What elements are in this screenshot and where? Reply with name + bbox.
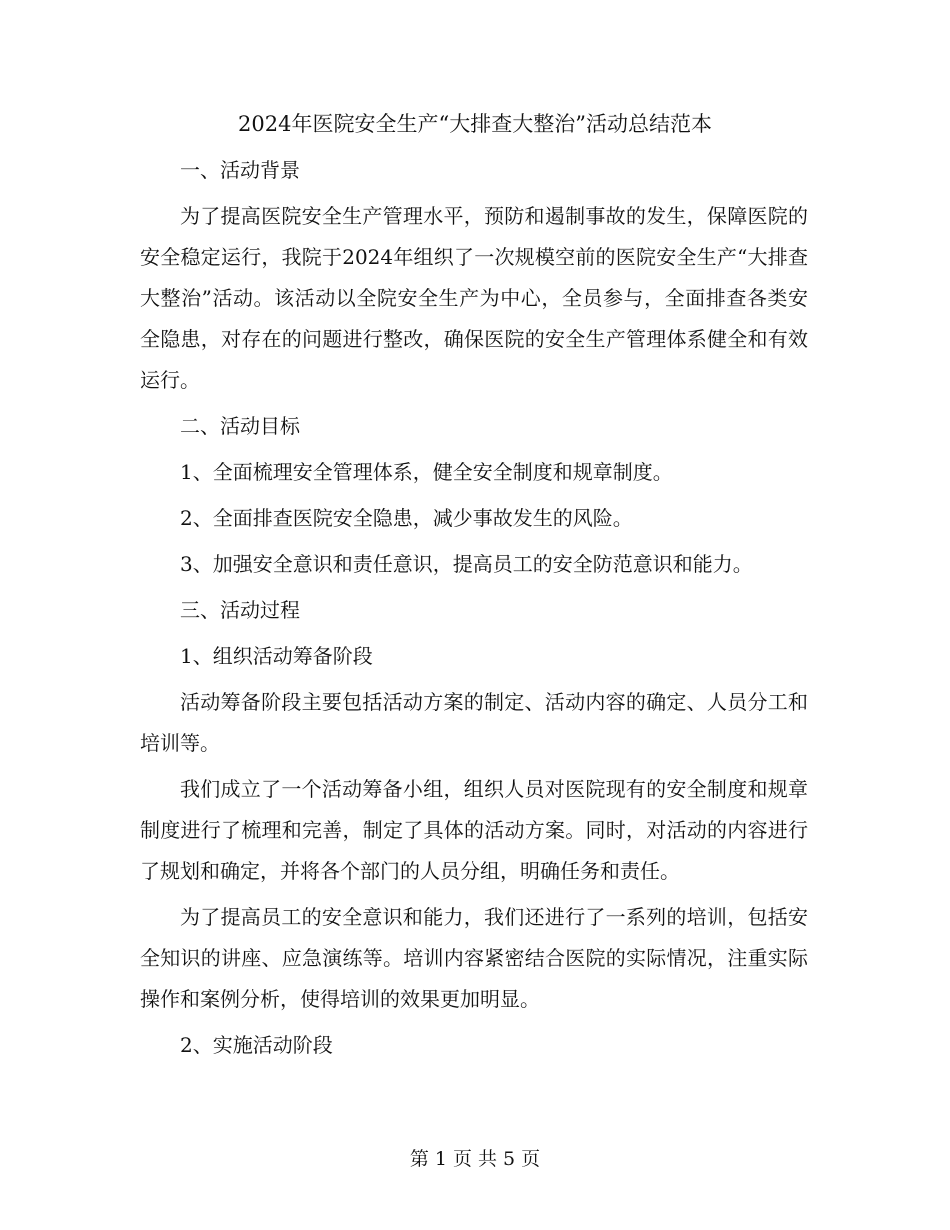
paragraph-background: 为了提高医院安全生产管理水平，预防和遏制事故的发生，保障医院的安全稳定运行，我院于2024年组织了一次规模空前的医院安全生产“大排查大整治”活动。该活动以全院安全生产为中心，全员参与，全面排查各类安全隐患，对存在的问题进行整改，确保医院的安全生产管理体系健全和有效运行。 (140, 204, 808, 392)
goal-item-3: 3、加强安全意识和责任意识，提高员工的安全防范意识和能力。 (180, 552, 753, 576)
goal-item-2: 2、全面排查医院安全隐患，减少事故发生的风险。 (180, 506, 633, 530)
section-heading-process: 三、活动过程 (180, 598, 300, 622)
goal-item-1: 1、全面梳理安全管理体系，健全安全制度和规章制度。 (180, 460, 673, 484)
document-title: 2024年医院安全生产“大排查大整治”活动总结范本 (238, 112, 712, 136)
subsection-heading-preparation: 1、组织活动筹备阶段 (180, 644, 373, 668)
subsection-heading-implementation: 2、实施活动阶段 (180, 1033, 333, 1057)
paragraph-preparation-training: 为了提高员工的安全意识和能力，我们还进行了一系列的培训，包括安全知识的讲座、应急演练等。培训内容紧密结合医院的实际情况，注重实际操作和案例分析，使得培训的效果更加明显。 (140, 905, 808, 1011)
section-heading-goals: 二、活动目标 (180, 414, 300, 438)
paragraph-preparation-team: 我们成立了一个活动筹备小组，组织人员对医院现有的安全制度和规章制度进行了梳理和完善，制定了具体的活动方案。同时，对活动的内容进行了规划和确定，并将各个部门的人员分组，明确任务和责任。 (140, 777, 808, 883)
document-body (140, 150, 808, 1071)
section-heading-background: 一、活动背景 (180, 158, 300, 182)
paragraph-preparation-summary: 活动筹备阶段主要包括活动方案的制定、活动内容的确定、人员分工和培训等。 (140, 690, 808, 755)
page-number-footer: 第 1 页 共 5 页 (409, 1148, 541, 1170)
